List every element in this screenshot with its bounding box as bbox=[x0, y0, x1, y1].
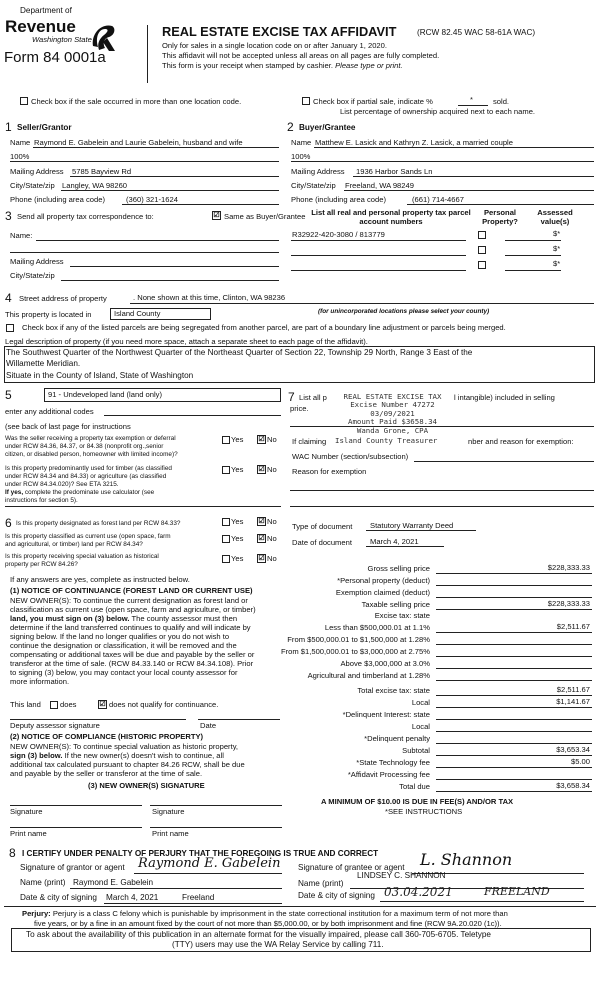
s7-text-a: List all p bbox=[299, 393, 327, 402]
stamp-line: Island County Treasurer bbox=[335, 436, 438, 445]
taxable-price-label: Taxable selling price bbox=[361, 600, 430, 609]
accessibility-box bbox=[11, 928, 591, 952]
grantor-date[interactable]: March 4, 2021 bbox=[106, 893, 159, 902]
new-owner-print-label: Print name bbox=[152, 829, 189, 838]
interest-state-label: *Delinquent Interest: state bbox=[342, 710, 430, 719]
subtotal-label: Subtotal bbox=[402, 746, 430, 755]
located-note: (for unincorporated locations please select your county) bbox=[318, 308, 490, 315]
does-not-qualify-checkbox[interactable]: ☑ bbox=[99, 701, 106, 708]
partial-sale-label: Check box if partial sale, indicate % bbox=[313, 97, 433, 106]
new-owner-heading: (3) NEW OWNER(S) SIGNATURE bbox=[88, 781, 205, 790]
buyer-address[interactable]: 1936 Harbor Sands Ln bbox=[356, 167, 433, 176]
tier2-label: From $500,000.01 to $1,500,000 at 1.28% bbox=[287, 635, 430, 644]
notice2-line: sign (3) below. If the new owner(s) doesn't wish to continue, all bbox=[10, 751, 224, 760]
section-3-number: 3 bbox=[5, 209, 12, 223]
header-line-2: This affidavit will not be accepted unless all areas on all pages are fully completed. bbox=[162, 51, 440, 60]
notice1-line: NEW OWNER(S): To continue the current designation as forest land or bbox=[10, 596, 248, 605]
local-tax-label: Local bbox=[411, 698, 430, 707]
parcel-assessed-value[interactable]: $* bbox=[553, 229, 561, 238]
perjury-line-1: Perjury: Perjury is a class C felony which is punishable by imprisonment in the state correctional institution for a maximum term of not more than bbox=[22, 909, 508, 918]
seller-phone[interactable]: (360) 321-1624 bbox=[126, 195, 178, 204]
yes-label: Yes bbox=[231, 435, 244, 444]
header-line-3: This form is your receipt when stamped by cashier. Please type or print. bbox=[162, 61, 403, 70]
s5-q1-line: Was the seller receiving a property tax exemption or deferral bbox=[5, 435, 176, 442]
correspondence-name-label: Name: bbox=[10, 231, 33, 240]
additional-codes-label: enter any additional codes bbox=[5, 407, 94, 416]
grantee-signature-label: Signature of grantee or agent bbox=[298, 863, 405, 872]
does-qualify-checkbox[interactable] bbox=[50, 701, 58, 709]
s5-q2-line: If yes, complete the predominate use calculator (see bbox=[5, 489, 155, 496]
section-1-number: 1 bbox=[5, 120, 12, 134]
grantee-date-label: Date & city of signing bbox=[298, 891, 375, 900]
grantee-signature[interactable]: L. Shannon bbox=[420, 850, 513, 869]
parcels-heading: List all real and personal property tax parcel account numbers bbox=[311, 208, 471, 226]
buyer-pct[interactable]: 100% bbox=[291, 152, 311, 161]
s5-q1-line: under RCW 84.36, 84.37, or 84.38 (nonprofit org.,senior bbox=[5, 443, 164, 450]
see-instructions-note: *SEE INSTRUCTIONS bbox=[385, 807, 463, 816]
form-title: REAL ESTATE EXCISE TAX AFFIDAVIT bbox=[162, 24, 397, 39]
seller-name-label: Name bbox=[10, 138, 31, 147]
total-due-label: Total due bbox=[399, 782, 430, 791]
tech-fee-label: *State Technology fee bbox=[356, 758, 430, 767]
personal-property-label: *Personal property (deduct) bbox=[337, 576, 430, 585]
correspondence-mailing-label: Mailing Address bbox=[10, 257, 64, 266]
buyer-city-label: City/State/zip bbox=[291, 181, 336, 190]
notice2-line: and payable by the seller or transferor at the time of sale. bbox=[10, 769, 203, 778]
perjury-line-2: five years, or by a fine in an amount fixed by the court of not more than $5,000.00, or by both imprisonment and fine (RCW 9A.20.020 (1c)). bbox=[34, 919, 502, 928]
dept-name: Revenue bbox=[5, 17, 76, 36]
yes-label: Yes bbox=[231, 517, 244, 526]
see-back-label: (see back of last page for instructions bbox=[5, 422, 131, 431]
legal-line-2: Willamette Meridian. bbox=[6, 359, 81, 368]
local-tax-value[interactable]: $1,141.67 bbox=[556, 697, 590, 706]
doc-date-label: Date of document bbox=[292, 538, 352, 547]
same-as-buyer-checkbox[interactable]: ☑ bbox=[213, 212, 220, 219]
s5-q1-line: citizen, or disabled person, homeowner with limited income)? bbox=[5, 451, 178, 458]
parcel-personal-checkbox[interactable] bbox=[478, 231, 486, 239]
grantor-date-label: Date & city of signing bbox=[20, 893, 97, 902]
total-due-value[interactable]: $3,658.34 bbox=[556, 781, 590, 790]
form-number: Form 84 0001a bbox=[4, 49, 106, 66]
interest-local-label: Local bbox=[411, 722, 430, 731]
seller-address[interactable]: 5785 Bayview Rd bbox=[72, 167, 132, 176]
buyer-address-label: Mailing Address bbox=[291, 167, 345, 176]
total-state-value[interactable]: $2,511.67 bbox=[556, 685, 590, 694]
s6-q3-yes-checkbox[interactable] bbox=[222, 555, 230, 563]
partial-sale-pct[interactable]: * bbox=[470, 95, 473, 104]
exemption-reason-label: Reason for exemption bbox=[292, 467, 367, 476]
grantee-name[interactable]: LINDSEY C. SHANNON bbox=[357, 871, 446, 880]
doc-type[interactable]: Statutory Warranty Deed bbox=[370, 521, 454, 530]
partial-sale-note: List percentage of ownership acquired next to each name. bbox=[340, 107, 536, 116]
accessibility-line-2: (TTY) users may use the WA Relay Service by calling 711. bbox=[172, 940, 384, 949]
dept-line: Department of bbox=[20, 6, 72, 15]
parcels-assessed-heading: Assessed value(s) bbox=[537, 208, 573, 226]
grantor-name-label: Name (print) bbox=[20, 878, 66, 887]
s6-q2-yes-checkbox[interactable] bbox=[222, 535, 230, 543]
affidavit-fee-label: *Affidavit Processing fee bbox=[347, 770, 430, 779]
partial-sale-checkbox[interactable] bbox=[302, 97, 310, 105]
doc-date[interactable]: March 4, 2021 bbox=[370, 537, 419, 546]
parcels-personal-heading: Personal Property? bbox=[482, 208, 518, 226]
grantor-name[interactable]: Raymond E. Gabelein bbox=[73, 878, 154, 887]
no-label: No bbox=[267, 554, 277, 563]
form-title-ref: (RCW 82.45 WAC 58-61A WAC) bbox=[417, 28, 536, 37]
grantee-city[interactable]: FREELAND bbox=[484, 885, 550, 898]
new-owner-print-label: Print name bbox=[10, 829, 47, 838]
notice1-line: to signing (3) below, you may contact your local county assessor for bbox=[10, 668, 238, 677]
grantor-signature-label: Signature of grantor or agent bbox=[20, 863, 125, 872]
legal-description-label: Legal description of property (if you need more space, attach a separate sheet to each page of the affidavit). bbox=[5, 337, 368, 346]
seller-name[interactable]: Raymond E. Gabelein and Laurie Gabelein, husband and wife bbox=[34, 138, 243, 147]
buyer-phone-label: Phone (including area code) bbox=[291, 195, 386, 204]
this-land-label: This land bbox=[10, 700, 41, 709]
stamp-line: 03/09/2021 bbox=[370, 408, 415, 418]
no-label: No bbox=[267, 465, 277, 474]
notice1-heading: (1) NOTICE OF CONTINUANCE (FOREST LAND OR CURRENT USE) bbox=[10, 586, 253, 595]
s6-q2-line: and agricultural, or timber) land per RCW 84.34? bbox=[5, 541, 143, 548]
notice1-line: classification as current use (open space, farm and agriculture, or timber) bbox=[10, 605, 256, 614]
correspondence-label: Send all property tax correspondence to: bbox=[17, 212, 154, 221]
notice1-line: transferor at the time of sale. (RCW 84.33.140 or RCW 84.34.108). Prior bbox=[10, 659, 254, 668]
located-label: This property is located in bbox=[5, 310, 92, 319]
parcel-personal-checkbox[interactable] bbox=[478, 261, 486, 269]
ag-timber-label: Agricultural and timberland at 1.28% bbox=[307, 671, 430, 680]
county-select[interactable]: Island County bbox=[110, 308, 211, 320]
new-owner-signature-label: Signature bbox=[10, 807, 43, 816]
s5-q2-line: instructions for section 5). bbox=[5, 497, 78, 504]
no-label: No bbox=[267, 534, 277, 543]
s5-q1-no-checkbox[interactable]: ☑ bbox=[258, 436, 265, 443]
excise-tax-label: Excise tax: state bbox=[374, 611, 430, 620]
taxable-price-value[interactable]: $228,333.33 bbox=[547, 599, 590, 608]
s6-q3-line: property per RCW 84.26? bbox=[5, 561, 78, 568]
seller-pct[interactable]: 100% bbox=[10, 152, 30, 161]
notice2-heading: (2) NOTICE OF COMPLIANCE (HISTORIC PROPERTY) bbox=[10, 732, 204, 741]
s7-exemption-a: If claiming bbox=[292, 437, 327, 446]
s7-text-c: price. bbox=[290, 404, 309, 413]
section-6-number: 6 bbox=[5, 516, 12, 530]
accessibility-line-1: To ask about the availability of this publication in an alternate format for the visually impaired, please call 360-705-6705. Teletype bbox=[26, 930, 491, 939]
header-divider bbox=[147, 25, 148, 83]
notice2-line: NEW OWNER(S): To continue special valuation as historic property, bbox=[10, 742, 239, 751]
s6-q1: Is this property designated as forest land per RCW 84.33? bbox=[16, 520, 181, 527]
seller-phone-label: Phone (including area code) bbox=[10, 195, 105, 204]
s6-q2-line: Is this property classified as current use (open space, farm bbox=[5, 533, 171, 540]
multi-location-checkbox[interactable] bbox=[20, 97, 28, 105]
stamp-line: REAL ESTATE EXCISE TAX bbox=[343, 392, 442, 401]
penalty-label: *Delinquent penalty bbox=[364, 734, 430, 743]
section-8-number: 8 bbox=[9, 846, 16, 860]
s6-any-yes: If any answers are yes, complete as instructed below. bbox=[10, 575, 190, 584]
deputy-date-label: Date bbox=[200, 721, 217, 730]
subtotal-value[interactable]: $3,653.34 bbox=[556, 745, 590, 754]
wac-label: WAC Number (section/subsection) bbox=[292, 452, 409, 461]
s7-text-b: l intangible) included in selling bbox=[454, 393, 555, 402]
legal-description-box[interactable] bbox=[4, 346, 595, 383]
section-7-number: 7 bbox=[288, 390, 295, 404]
notice1-line: land, you must sign on (3) below. The county assessor must then bbox=[10, 614, 238, 623]
buyer-name-label: Name bbox=[291, 138, 312, 147]
s5-q2-no-checkbox[interactable]: ☑ bbox=[258, 466, 265, 473]
s7-exemption-b: nber and reason for exemption: bbox=[468, 437, 574, 446]
buyer-heading: Buyer/Grantee bbox=[299, 123, 356, 132]
doc-type-label: Type of document bbox=[292, 522, 353, 531]
does-label: does bbox=[60, 700, 77, 709]
section-2-number: 2 bbox=[287, 120, 294, 134]
grantee-name-label: Name (print) bbox=[298, 879, 344, 888]
seller-city[interactable]: Langley, WA 98260 bbox=[62, 181, 128, 190]
parcel-assessed-value[interactable]: $* bbox=[553, 244, 561, 253]
street-address-label: Street address of property bbox=[19, 294, 107, 303]
legal-line-3: Situate in the County of Island, State of Washington bbox=[6, 371, 194, 380]
new-owner-signature-label: Signature bbox=[152, 807, 185, 816]
notice2-line: additional tax calculated pursuant to chapter 84.26 RCW, shall be due bbox=[10, 760, 245, 769]
tier1-label: Less than $500,000.01 at 1.1% bbox=[324, 623, 430, 632]
notice1-line: compensating or additional taxes will be due and payable by the seller or bbox=[10, 650, 255, 659]
street-address[interactable]: . None shown at this time, Clinton, WA 98236 bbox=[133, 293, 286, 302]
segregated-label: Check box if any of the listed parcels are being segregated from another parcel, are part of a boundary line adjustment or parcels being merged. bbox=[22, 323, 506, 332]
notice1-line: determine if the land transferred continues to qualify and will indicate by bbox=[10, 623, 251, 632]
s6-q2-no-checkbox[interactable]: ☑ bbox=[258, 535, 265, 542]
multi-location-label: Check box if the sale occurred in more than one location code. bbox=[31, 97, 242, 106]
tier1-value[interactable]: $2,511.67 bbox=[556, 622, 590, 631]
minimum-fee-note: A MINIMUM OF $10.00 IS DUE IN FEE(S) AND/OR TAX bbox=[321, 797, 514, 806]
tier4-label: Above $3,000,000 at 3.0% bbox=[340, 659, 430, 668]
yes-label: Yes bbox=[231, 534, 244, 543]
buyer-city[interactable]: Freeland, WA 98249 bbox=[345, 181, 414, 190]
tier3-label: From $1,500,000.01 to $3,000,000 at 2.75% bbox=[280, 647, 430, 656]
land-use-select[interactable]: 91 - Undeveloped land (land only) bbox=[44, 388, 281, 402]
total-state-label: Total excise tax: state bbox=[357, 686, 430, 695]
header-line-1: Only for sales in a single location code on or after January 1, 2020. bbox=[162, 41, 387, 50]
s5-q2-line: under RCW 84.34 and 84.33) or agriculture (as classified bbox=[5, 473, 167, 480]
notice1-line: continue the designation or classification, it will be removed and the bbox=[10, 641, 237, 650]
section-4-number: 4 bbox=[5, 291, 12, 305]
stamp-line: Amount Paid $3658.34 bbox=[348, 417, 437, 427]
s5-q1-yes-checkbox[interactable] bbox=[222, 436, 230, 444]
seller-heading: Seller/Grantor bbox=[17, 123, 72, 132]
buyer-phone[interactable]: (661) 714-4667 bbox=[412, 195, 464, 204]
certify-statement: I CERTIFY UNDER PENALTY OF PERJURY THAT THE FOREGOING IS TRUE AND CORRECT bbox=[22, 849, 379, 858]
s6-q1-no-checkbox[interactable]: ☑ bbox=[258, 518, 265, 525]
deputy-signature-label: Deputy assessor signature bbox=[10, 721, 100, 730]
s6-q3-no-checkbox[interactable]: ☑ bbox=[258, 555, 265, 562]
partial-sale-sold: sold. bbox=[493, 97, 510, 106]
gross-price-label: Gross selling price bbox=[367, 564, 430, 573]
no-label: No bbox=[267, 517, 277, 526]
grantor-city[interactable]: Freeland bbox=[182, 893, 215, 902]
parcel-number[interactable]: R32922-420-3080 / 813779 bbox=[292, 230, 385, 239]
seller-address-label: Mailing Address bbox=[10, 167, 64, 176]
stamp-line: Excise Number 47272 bbox=[350, 400, 435, 410]
seller-city-label: City/State/zip bbox=[10, 181, 55, 190]
no-label: No bbox=[267, 435, 277, 444]
correspondence-city-label: City/State/zip bbox=[10, 271, 55, 280]
does-not-label: does not qualify for continuance. bbox=[109, 700, 219, 709]
tech-fee-value[interactable]: $5.00 bbox=[570, 757, 590, 766]
grantor-signature[interactable]: Raymond E. Gabelein bbox=[138, 856, 281, 871]
stamp-line: Wanda Grone, CPA bbox=[356, 425, 429, 435]
same-as-buyer-label: Same as Buyer/Grantee bbox=[224, 212, 306, 221]
s6-q1-yes-checkbox[interactable] bbox=[222, 518, 230, 526]
parcel-assessed-value[interactable]: $* bbox=[553, 259, 561, 268]
gross-price-value[interactable]: $228,333.33 bbox=[547, 563, 590, 572]
notice1-line: signing below. If the land no longer qualifies or you do not wish to bbox=[10, 632, 230, 641]
treasurer-stamp bbox=[330, 393, 455, 434]
section-5-number: 5 bbox=[5, 388, 12, 402]
s6-q3-line: Is this property receiving special valuation as historical bbox=[5, 553, 159, 560]
s5-q2-line: Is this property predominantly used for timber (as classified bbox=[5, 465, 172, 472]
grantee-date[interactable]: 03.04.2021 bbox=[384, 885, 453, 899]
s5-q2-line: under RCW 84.34.020)? See ETA 3215. bbox=[5, 481, 119, 488]
dept-state: Washington State bbox=[32, 35, 92, 44]
parcel-personal-checkbox[interactable] bbox=[478, 246, 486, 254]
notice1-line: more information. bbox=[10, 677, 70, 686]
buyer-name[interactable]: Matthew E. Lasick and Kathryn Z. Lasick, a married couple bbox=[315, 138, 513, 147]
yes-label: Yes bbox=[231, 465, 244, 474]
legal-line-1: The Southwest Quarter of the Northwest Quarter of the Northeast Quarter of Section 22, Township 29 North, Range 3 East of the bbox=[6, 348, 473, 357]
segregated-checkbox[interactable] bbox=[6, 324, 14, 332]
s5-q2-yes-checkbox[interactable] bbox=[222, 466, 230, 474]
yes-label: Yes bbox=[231, 554, 244, 563]
exemption-claimed-label: Exemption claimed (deduct) bbox=[335, 588, 430, 597]
